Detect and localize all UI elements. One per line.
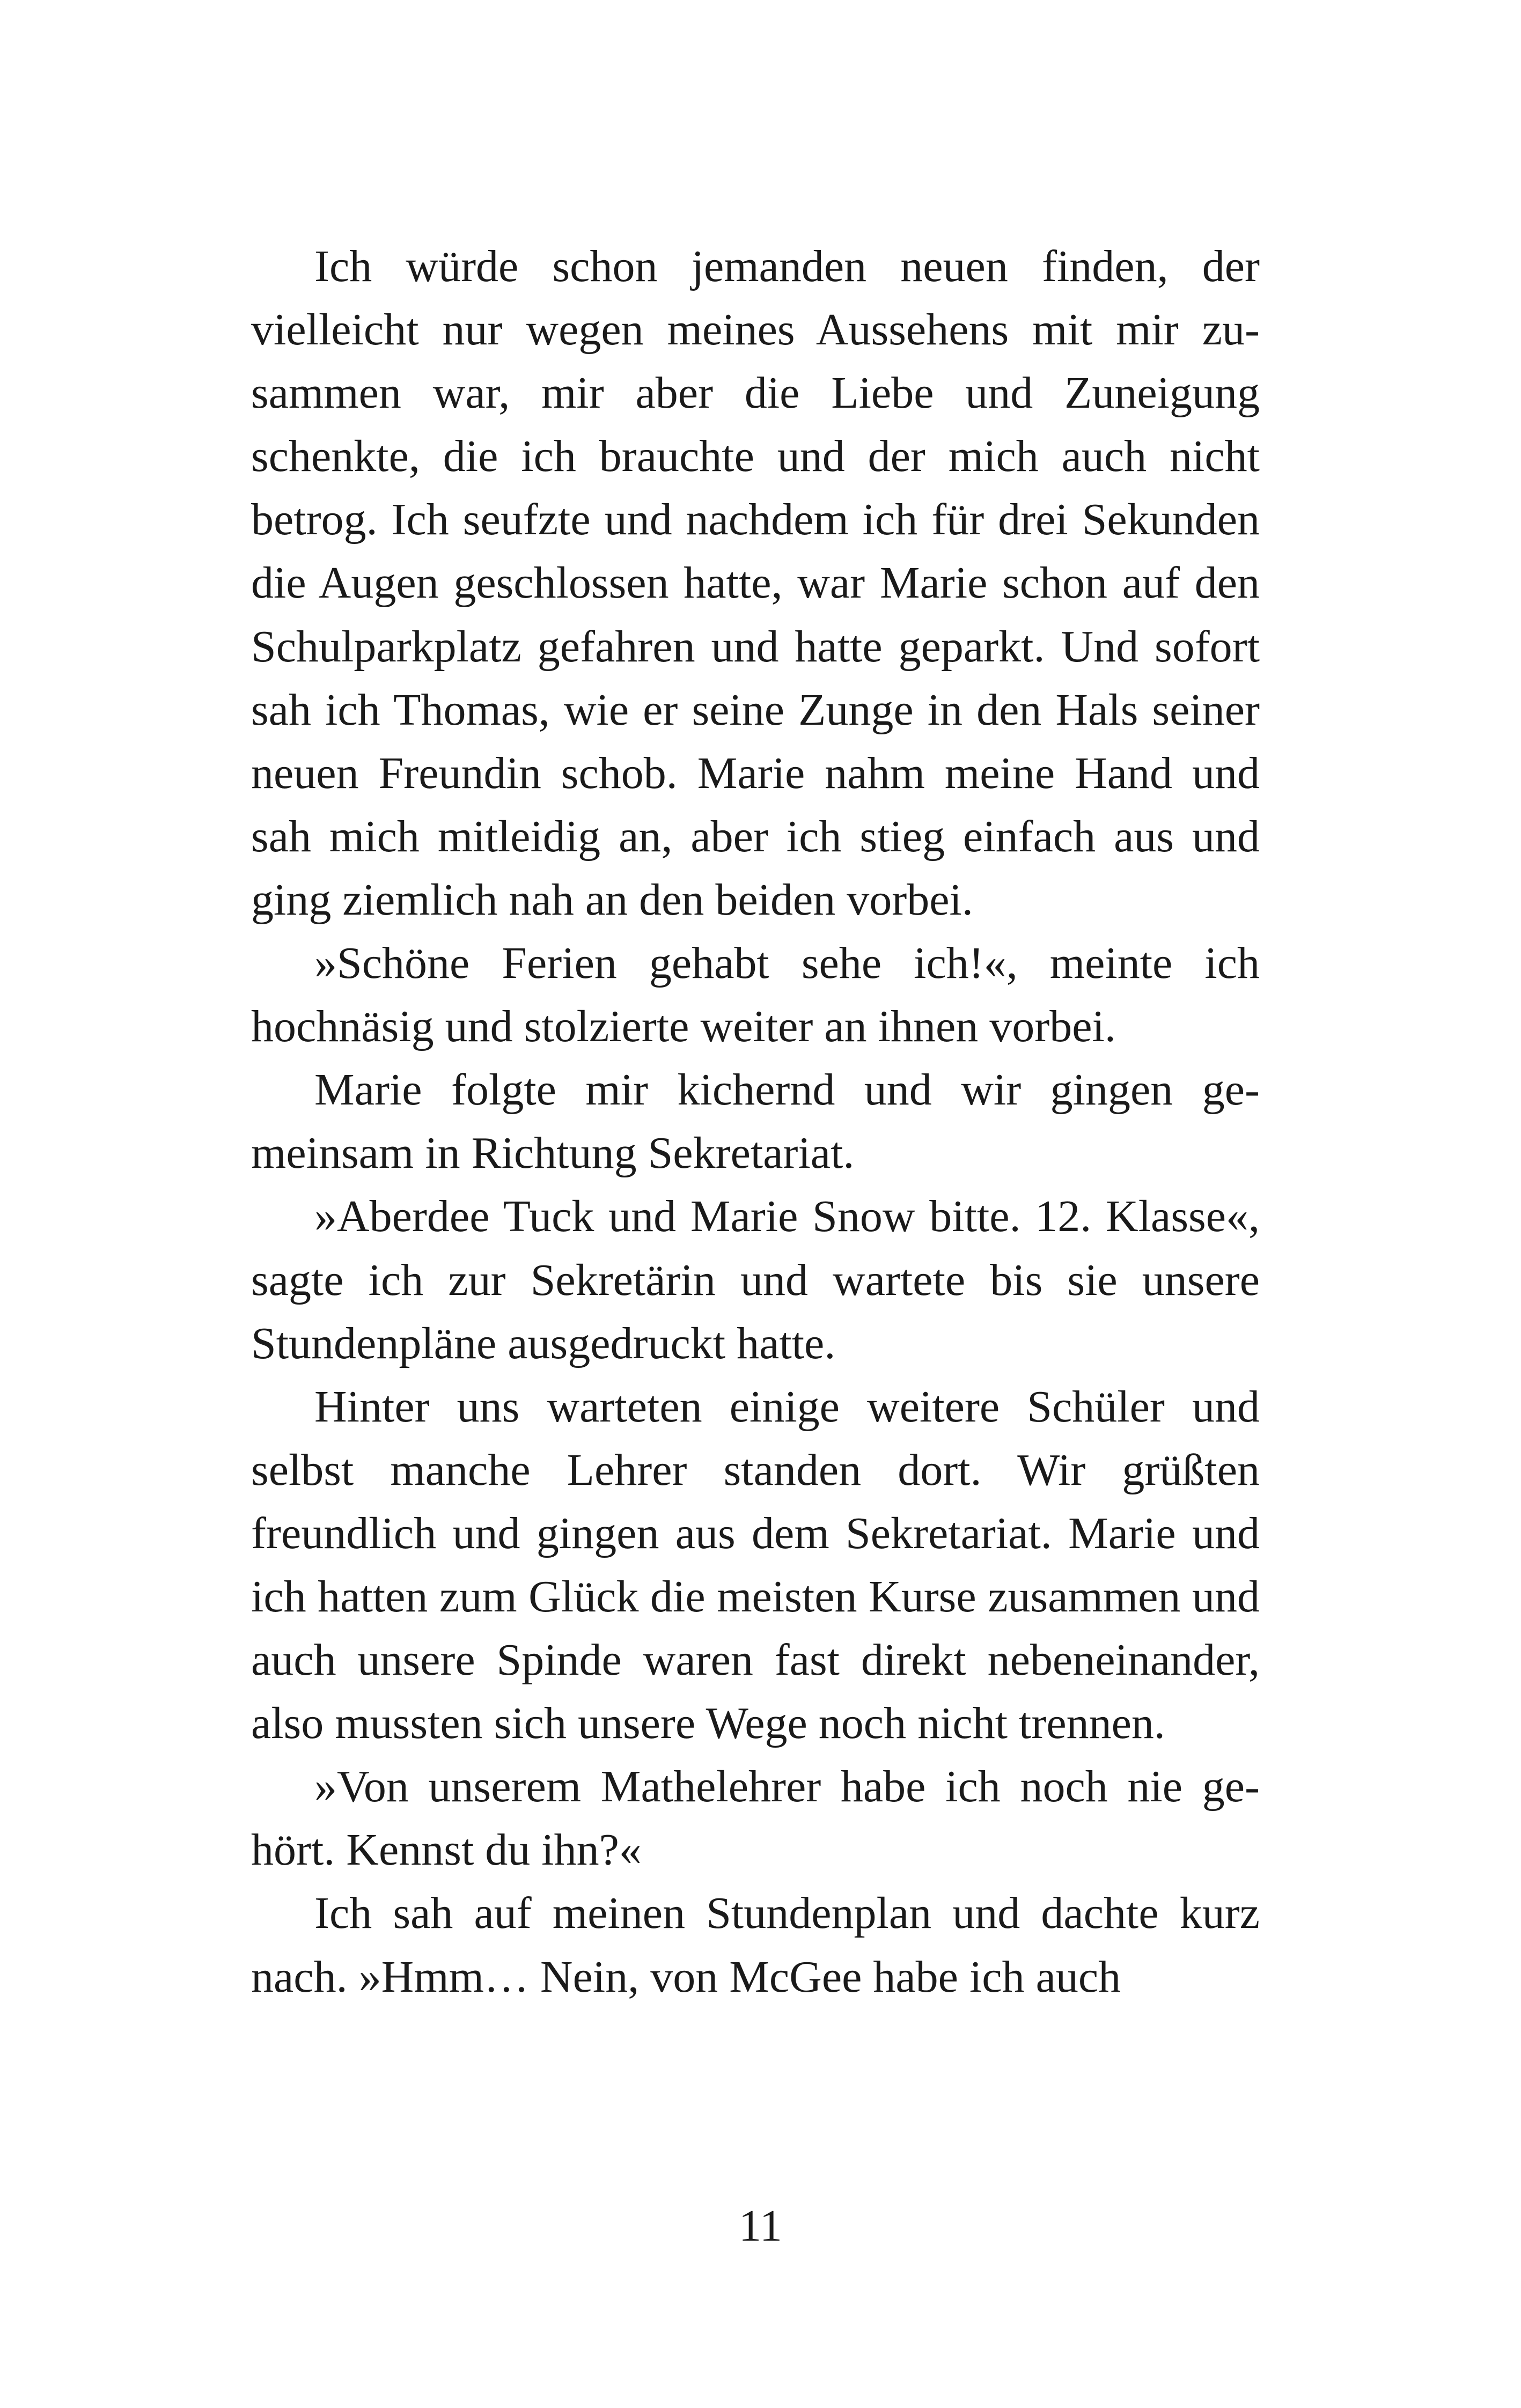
paragraph: Hinter uns warteten einige weitere Schüler und selbst manche Lehrer standen dort. Wir grüßten freundlich und gingen aus dem Sekretariat. Marie und ich hatten zum Glück die meisten Kurse zusammen und auch unsere Spinde waren fast direkt nebeneinander, also mussten sich unsere Wege noch nicht trennen. — [251, 1381, 1260, 1749]
page-number: 11 — [739, 2201, 782, 2251]
paragraph: Marie folgte mir kichernd und wir gingen gemeinsam in Richtung Sekretariat. — [251, 1065, 1260, 1179]
paragraph: Ich würde schon jemanden neuen finden, der vielleicht nur wegen meines Aussehens mit mir zusammen war, mir aber die Liebe und Zuneigung schenkte, die ich brauchte und der mich auch nicht betrog. Ich seufzte und nachdem ich für drei Sekunden die Augen geschlossen hatte, war Marie schon auf den Schulparkplatz gefahren und hatte geparkt. Und sofort sah ich Thomas, wie er seine Zunge in den Hals seiner neuen Freundin schob. Marie nahm meine Hand und sah mich mitleidig an, aber ich stieg einfach aus und ging ziemlich nah an den beiden vorbei. — [251, 241, 1260, 925]
paragraph: Ich sah auf meinen Stundenplan und dachte kurz nach. »Hmm… Nein, von McGee habe ich auch — [251, 1888, 1260, 2002]
paragraph: »Aberdee Tuck und Marie Snow bitte. 12. Klasse«, sagte ich zur Sekretärin und wartete bis sie unsere Stundenpläne ausgedruckt hatte. — [251, 1191, 1260, 1368]
body-text — [251, 235, 1260, 2009]
paragraph: »Schöne Ferien gehabt sehe ich!«, meinte ich hochnäsig und stolzierte weiter an ihnen vorbei. — [251, 938, 1260, 1052]
paragraph: »Von unserem Mathelehrer habe ich noch nie gehört. Kennst du ihn?« — [251, 1762, 1260, 1875]
